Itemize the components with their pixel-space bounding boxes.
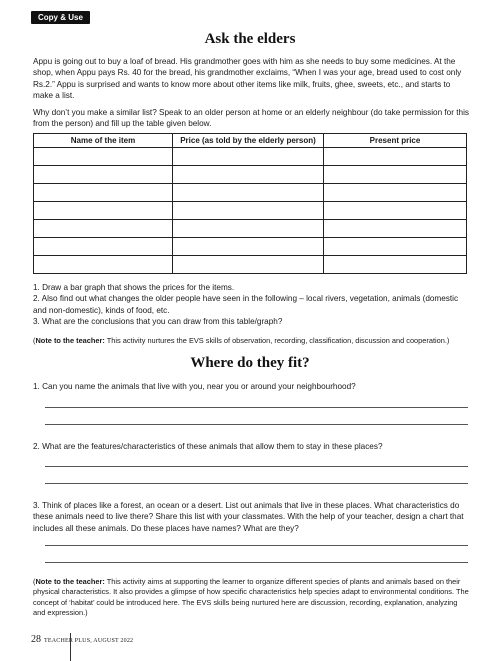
table-row: [34, 148, 467, 166]
list-item: 1. Draw a bar graph that shows the prices for the items.: [33, 283, 235, 292]
column-header-old-price: Price (as told by the elderly person): [173, 134, 324, 148]
table-cell[interactable]: [34, 202, 173, 220]
table-cell[interactable]: [173, 148, 324, 166]
section1-question-list: [33, 282, 469, 327]
footer-divider: [70, 633, 71, 661]
page-footer: [31, 634, 133, 645]
table-cell[interactable]: [324, 256, 467, 274]
table-row: [34, 238, 467, 256]
price-table: [33, 133, 467, 274]
teacher-note-1: (Note to the teacher: This activity nurtures the EVS skills of observation, recording, classification, discussion and cooperation.): [33, 336, 450, 345]
table-cell[interactable]: [34, 238, 173, 256]
table-row: [34, 184, 467, 202]
answer-line[interactable]: [45, 424, 468, 425]
page-number: 28: [31, 634, 41, 645]
table-cell[interactable]: [34, 184, 173, 202]
table-row: [34, 202, 467, 220]
table-cell[interactable]: [173, 238, 324, 256]
table-cell[interactable]: [34, 148, 173, 166]
teacher-note-label: Note to the teacher:: [35, 336, 105, 345]
section-title-ask-the-elders: Ask the elders: [204, 31, 296, 47]
answer-line[interactable]: [45, 483, 468, 484]
table-row: [34, 256, 467, 274]
table-cell[interactable]: [324, 202, 467, 220]
teacher-note-2: (Note to the teacher: This activity aims at supporting the learner to organize different species of plants and animals based on their physical characteristics. It also provides a glimpse of how specific characteristics help species adapt to environmental conditions. The concept of ‘habitat’ could be introduced here. The EVS skills being nurtured here are discussion, recording, explanation, analyzing and expression.): [33, 577, 469, 618]
question-3: 3. Think of places like a forest, an ocean or a desert. List out animals that live in these places. What characteristics do these animals need to live there? Share this list with your classmates. With the help of your teacher, design a chart that includes all these animals. Do these places have names? What are they?: [33, 501, 464, 533]
table-row: [34, 166, 467, 184]
answer-line[interactable]: [45, 466, 468, 467]
table-cell[interactable]: [173, 256, 324, 274]
table-cell[interactable]: [173, 220, 324, 238]
table-cell[interactable]: [173, 202, 324, 220]
intro-paragraph: Appu is going out to buy a loaf of bread. His grandmother goes with him as she needs to buy some medicines. At the shop, when Appu pays Rs. 40 for the bread, his grandmother exclaims, “When I was your age, bread used to cost only Rs.2.” Appu is surprised and wants to know more about other items like milk, fruits, ghee, sweets, etc., and starts to make a list.: [33, 57, 462, 100]
teacher-note-text: This activity aims at supporting the learner to organize different species of plants and animals based on their physical characteristics. It also provides a glimpse of how specific characteristics help species adapt to environmental conditions. The concept of ‘habitat’ could be introduced here. The EVS skills being nurtured here are discussion, recording, explanation, analyzing and expression.): [33, 577, 469, 618]
publication-source: TEACHER PLUS, AUGUST 2022: [44, 638, 134, 644]
table-cell[interactable]: [324, 184, 467, 202]
teacher-note-label: Note to the teacher:: [35, 577, 105, 586]
table-cell[interactable]: [173, 166, 324, 184]
table-row: [34, 220, 467, 238]
table-cell[interactable]: [324, 166, 467, 184]
column-header-present-price: Present price: [324, 134, 467, 148]
table-cell[interactable]: [34, 256, 173, 274]
column-header-item-name: Name of the item: [34, 134, 173, 148]
answer-line[interactable]: [45, 407, 468, 408]
section-title-where-do-they-fit: Where do they fit?: [190, 355, 310, 371]
instruction-paragraph: Why don’t you make a similar list? Speak to an older person at home or an elderly neighbour (do take permission for this from the person) and fill up the table given below.: [33, 108, 469, 129]
list-item: 2. Also find out what changes the older people have seen in the following – local rivers, vegetation, animals (domestic and non-domestic), kinds of food, etc.: [33, 294, 459, 315]
copy-and-use-badge: Copy & Use: [31, 11, 90, 24]
table-cell[interactable]: [324, 238, 467, 256]
answer-line[interactable]: [45, 545, 468, 546]
question-2: 2. What are the features/characteristics of these animals that allow them to stay in these places?: [33, 442, 383, 451]
question-1: 1. Can you name the animals that live with you, near you or around your neighbourhood?: [33, 382, 356, 391]
table-cell[interactable]: [173, 184, 324, 202]
table-cell[interactable]: [34, 220, 173, 238]
teacher-note-text: This activity nurtures the EVS skills of observation, recording, classification, discussion and cooperation.): [104, 336, 450, 345]
list-item: 3. What are the conclusions that you can draw from this table/graph?: [33, 316, 283, 326]
table-cell[interactable]: [34, 166, 173, 184]
answer-line[interactable]: [45, 562, 468, 563]
table-cell[interactable]: [324, 148, 467, 166]
table-header-row: [34, 134, 467, 148]
table-cell[interactable]: [324, 220, 467, 238]
